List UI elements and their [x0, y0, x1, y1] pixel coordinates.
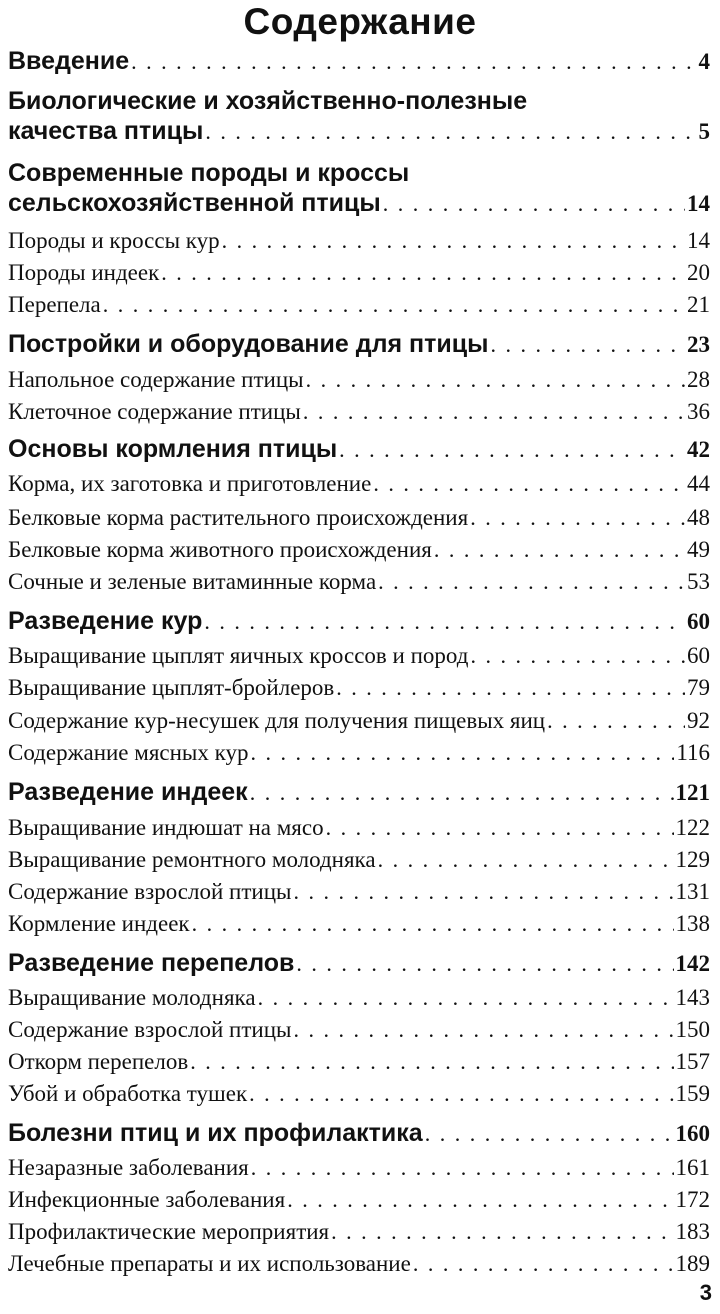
- dot-leader: [378, 845, 674, 875]
- toc-entry-line: [8, 738, 710, 768]
- toc-entry-page-number: 28: [687, 367, 710, 392]
- toc-entry-line: [8, 1249, 710, 1279]
- dot-leader: [383, 189, 685, 219]
- dot-leader: [205, 117, 696, 147]
- toc-entry-line: [8, 469, 710, 499]
- dot-leader: [204, 607, 685, 637]
- toc-section-entry: [8, 845, 710, 875]
- toc-entry-line: [8, 1079, 710, 1109]
- toc-entry-page-number: 131: [675, 879, 710, 904]
- toc-entry-page-number: 48: [687, 505, 710, 530]
- toc-entry-title: Содержание взрослой птицы: [8, 879, 292, 904]
- toc-entry-line: [8, 813, 710, 843]
- toc-entry-title: Основы кормления птицы: [8, 435, 338, 463]
- toc-entry-page-number: 49: [687, 537, 710, 562]
- toc-entry-line: [8, 290, 710, 320]
- toc-entry-title: Откорм перепелов: [8, 1049, 189, 1074]
- toc-section-entry: [8, 909, 710, 939]
- toc-section-entry: [8, 226, 710, 256]
- dot-leader: [303, 397, 685, 427]
- dot-leader: [378, 567, 685, 597]
- dot-leader: [293, 1015, 673, 1045]
- toc-entry-title: Клеточное содержание птицы: [8, 399, 301, 424]
- toc-chapter-entry: [8, 86, 710, 147]
- toc-section-entry: [8, 290, 710, 320]
- toc-entry-line: [8, 706, 710, 736]
- toc-entry-title: Незаразные заболевания: [8, 1155, 249, 1180]
- dot-leader: [425, 1119, 674, 1149]
- dot-leader: [434, 535, 685, 565]
- toc-entry-page-number: 142: [675, 951, 710, 976]
- toc-entry-title: Белковые корма животного происхождения: [8, 537, 432, 562]
- toc-entry-title: Выращивание цыплят яичных кроссов и пород: [8, 643, 469, 668]
- toc-entry-line: [8, 877, 710, 907]
- toc-entry-page-number: 189: [675, 1251, 710, 1276]
- dot-leader: [250, 738, 674, 768]
- toc-entry-title: Разведение кур: [8, 607, 203, 635]
- toc-entry-title: Инфекционные заболевания: [8, 1187, 286, 1212]
- dot-leader: [331, 1217, 673, 1247]
- toc-chapter-entry: [8, 777, 710, 808]
- dot-leader: [192, 909, 674, 939]
- toc-entry-line: [8, 329, 710, 360]
- toc-entry-page-number: 14: [687, 228, 710, 253]
- dot-leader: [373, 469, 685, 499]
- toc-section-entry: [8, 397, 710, 427]
- toc-entry-page-number: 79: [687, 675, 710, 700]
- toc-entry-title: Содержание кур-несушек для получения пищевых яиц: [8, 708, 546, 733]
- dot-leader: [413, 1249, 674, 1279]
- toc-entry-title: Профилактические мероприятия: [8, 1219, 330, 1244]
- toc-section-entry: [8, 738, 710, 768]
- toc-entry-title: Сочные и зеленые витаминные корма: [8, 569, 377, 594]
- toc-entry-line: [8, 777, 710, 808]
- dot-leader: [470, 641, 685, 671]
- dot-leader: [293, 877, 673, 907]
- toc-entry-title: Содержание взрослой птицы: [8, 1017, 292, 1042]
- dot-leader: [547, 706, 685, 736]
- toc-entry-line: [8, 397, 710, 427]
- toc-entry-page-number: 23: [687, 332, 710, 357]
- dot-leader: [131, 47, 696, 77]
- toc-entry-line: [8, 641, 710, 671]
- toc-section-entry: [8, 706, 710, 736]
- toc-entry-line: [8, 673, 710, 703]
- toc-section-entry: [8, 813, 710, 843]
- toc-section-entry: [8, 1249, 710, 1279]
- toc-entry-line: [8, 1153, 710, 1183]
- dot-leader: [258, 983, 674, 1013]
- toc-entry-page-number: 122: [675, 815, 710, 840]
- toc-entry-title: Содержание мясных кур: [8, 740, 249, 765]
- toc-entry-page-number: 143: [675, 985, 710, 1010]
- toc-entry-title: сельскохозяйственной птицы: [8, 189, 381, 217]
- toc-entry-page-number: 150: [675, 1017, 710, 1042]
- toc-entry-title: Породы индеек: [8, 260, 160, 285]
- toc-entry-line: [8, 1015, 710, 1045]
- toc-section-entry: [8, 673, 710, 703]
- toc-entry-title: Убой и обработка тушек: [8, 1081, 248, 1106]
- toc-section-entry: [8, 877, 710, 907]
- toc-entry-line: [8, 983, 710, 1013]
- toc-section-entry: [8, 535, 710, 565]
- toc-entry-page-number: 161: [675, 1155, 710, 1180]
- toc-entry-title: Перепела: [8, 292, 101, 317]
- toc-section-entry: [8, 641, 710, 671]
- toc-entry-line: [8, 116, 710, 147]
- toc-section-entry: [8, 469, 710, 499]
- toc-entry-title: Введение: [8, 47, 130, 75]
- toc-entry-title: Корма, их заготовка и приготовление: [8, 471, 372, 496]
- toc-entry-page-number: 160: [675, 1121, 710, 1146]
- toc-section-entry: [8, 1153, 710, 1183]
- toc-chapter-entry: [8, 434, 710, 465]
- toc-entry-page-number: 116: [676, 740, 710, 765]
- toc-entry-line: [8, 845, 710, 875]
- toc-entry-page-number: 20: [687, 260, 710, 285]
- toc-entry-title: Напольное содержание птицы: [8, 367, 304, 392]
- toc-entry-title: качества птицы: [8, 117, 204, 145]
- toc-entry-line: [8, 535, 710, 565]
- page-title: Содержание: [243, 1, 477, 42]
- dot-leader: [249, 1079, 673, 1109]
- dot-leader: [250, 778, 674, 808]
- toc-entry-page-number: 5: [698, 119, 710, 144]
- toc-entry-title-line: Современные породы и кроссы: [8, 159, 410, 187]
- toc-entry-page-number: 53: [687, 569, 710, 594]
- toc-section-entry: [8, 567, 710, 597]
- toc-entry-line: [8, 365, 710, 395]
- toc-entry-page-number: 14: [687, 191, 710, 216]
- dot-leader: [190, 1047, 673, 1077]
- dot-leader: [287, 1185, 673, 1215]
- toc-section-entry: [8, 1047, 710, 1077]
- dot-leader: [339, 435, 685, 465]
- toc-entry-title: Породы и кроссы кур: [8, 228, 220, 253]
- toc-section-entry: [8, 983, 710, 1013]
- toc-entry-line: [8, 434, 710, 465]
- toc-entry-page-number: 44: [687, 471, 710, 496]
- dot-leader: [336, 673, 685, 703]
- toc-section-entry: [8, 503, 710, 533]
- toc-entry-page-number: 36: [687, 399, 710, 424]
- toc-entry-line: [8, 226, 710, 256]
- dot-leader: [161, 258, 685, 288]
- toc-section-entry: [8, 1015, 710, 1045]
- toc-entry-title: Выращивание ремонтного молодняка: [8, 847, 376, 872]
- toc-entry-title: Кормление индеек: [8, 911, 190, 936]
- toc-section-entry: [8, 1079, 710, 1109]
- toc-entry-line: [8, 1118, 710, 1149]
- toc-entry-page-number: 60: [687, 643, 710, 668]
- dot-leader: [326, 813, 674, 843]
- dot-leader: [103, 290, 685, 320]
- toc-entry-title: Выращивание молодняка: [8, 985, 256, 1010]
- toc-entry-line: [8, 606, 710, 637]
- toc-entry-page-number: 157: [675, 1049, 710, 1074]
- toc-entry-line: [8, 1185, 710, 1215]
- toc-chapter-entry: [8, 606, 710, 637]
- toc-entry-page-number: 60: [687, 609, 710, 634]
- toc-section-entry: [8, 1185, 710, 1215]
- toc-entry-line: [8, 948, 710, 979]
- toc-entry-title: Выращивание цыплят-бройлеров: [8, 675, 335, 700]
- toc-section-entry: [8, 365, 710, 395]
- dot-leader: [490, 330, 685, 360]
- toc-entry-line: [8, 503, 710, 533]
- toc-chapter-entry: [8, 158, 710, 219]
- toc-section-entry: [8, 1217, 710, 1247]
- toc-entry-line: [8, 46, 710, 77]
- toc-entry-line: [8, 258, 710, 288]
- toc-entry-title: Выращивание индюшат на мясо: [8, 815, 324, 840]
- toc-entry-line: [8, 909, 710, 939]
- page-number: 3: [699, 1280, 712, 1305]
- toc-entry-title: Постройки и оборудование для птицы: [8, 330, 489, 358]
- toc-entry-page-number: 42: [687, 437, 710, 462]
- dot-leader: [222, 226, 685, 256]
- toc-entry-line: [8, 1047, 710, 1077]
- toc-entry-title: Лечебные препараты и их использование: [8, 1251, 411, 1276]
- toc-entry-page-number: 129: [675, 847, 710, 872]
- toc-entry-line: [8, 188, 710, 219]
- toc-entry-page-number: 172: [675, 1187, 710, 1212]
- toc-entry-page-number: 138: [675, 911, 710, 936]
- toc-chapter-entry: [8, 1118, 710, 1149]
- toc-entry-title: Болезни птиц и их профилактика: [8, 1119, 423, 1147]
- toc-entry-title: Белковые корма растительного происхождения: [8, 505, 469, 530]
- toc-entry-page-number: 183: [675, 1219, 710, 1244]
- dot-leader: [251, 1153, 674, 1183]
- toc-entry-page-number: 21: [687, 292, 710, 317]
- toc-section-entry: [8, 258, 710, 288]
- toc-chapter-entry: [8, 46, 710, 77]
- toc-entry-title: Разведение перепелов: [8, 949, 295, 977]
- toc-entry-page-number: 92: [687, 708, 710, 733]
- dot-leader: [470, 503, 685, 533]
- toc-entry-page-number: 4: [698, 49, 710, 74]
- toc-chapter-entry: [8, 948, 710, 979]
- dot-leader: [296, 949, 673, 979]
- toc-entry-line: [8, 1217, 710, 1247]
- toc-entry-title-line: Биологические и хозяйственно-полезные: [8, 87, 528, 115]
- toc-entry-line: [8, 567, 710, 597]
- toc-chapter-entry: [8, 329, 710, 360]
- toc-entry-page-number: 121: [675, 780, 710, 805]
- toc-entry-page-number: 159: [675, 1081, 710, 1106]
- toc-entry-title: Разведение индеек: [8, 778, 248, 806]
- dot-leader: [306, 365, 685, 395]
